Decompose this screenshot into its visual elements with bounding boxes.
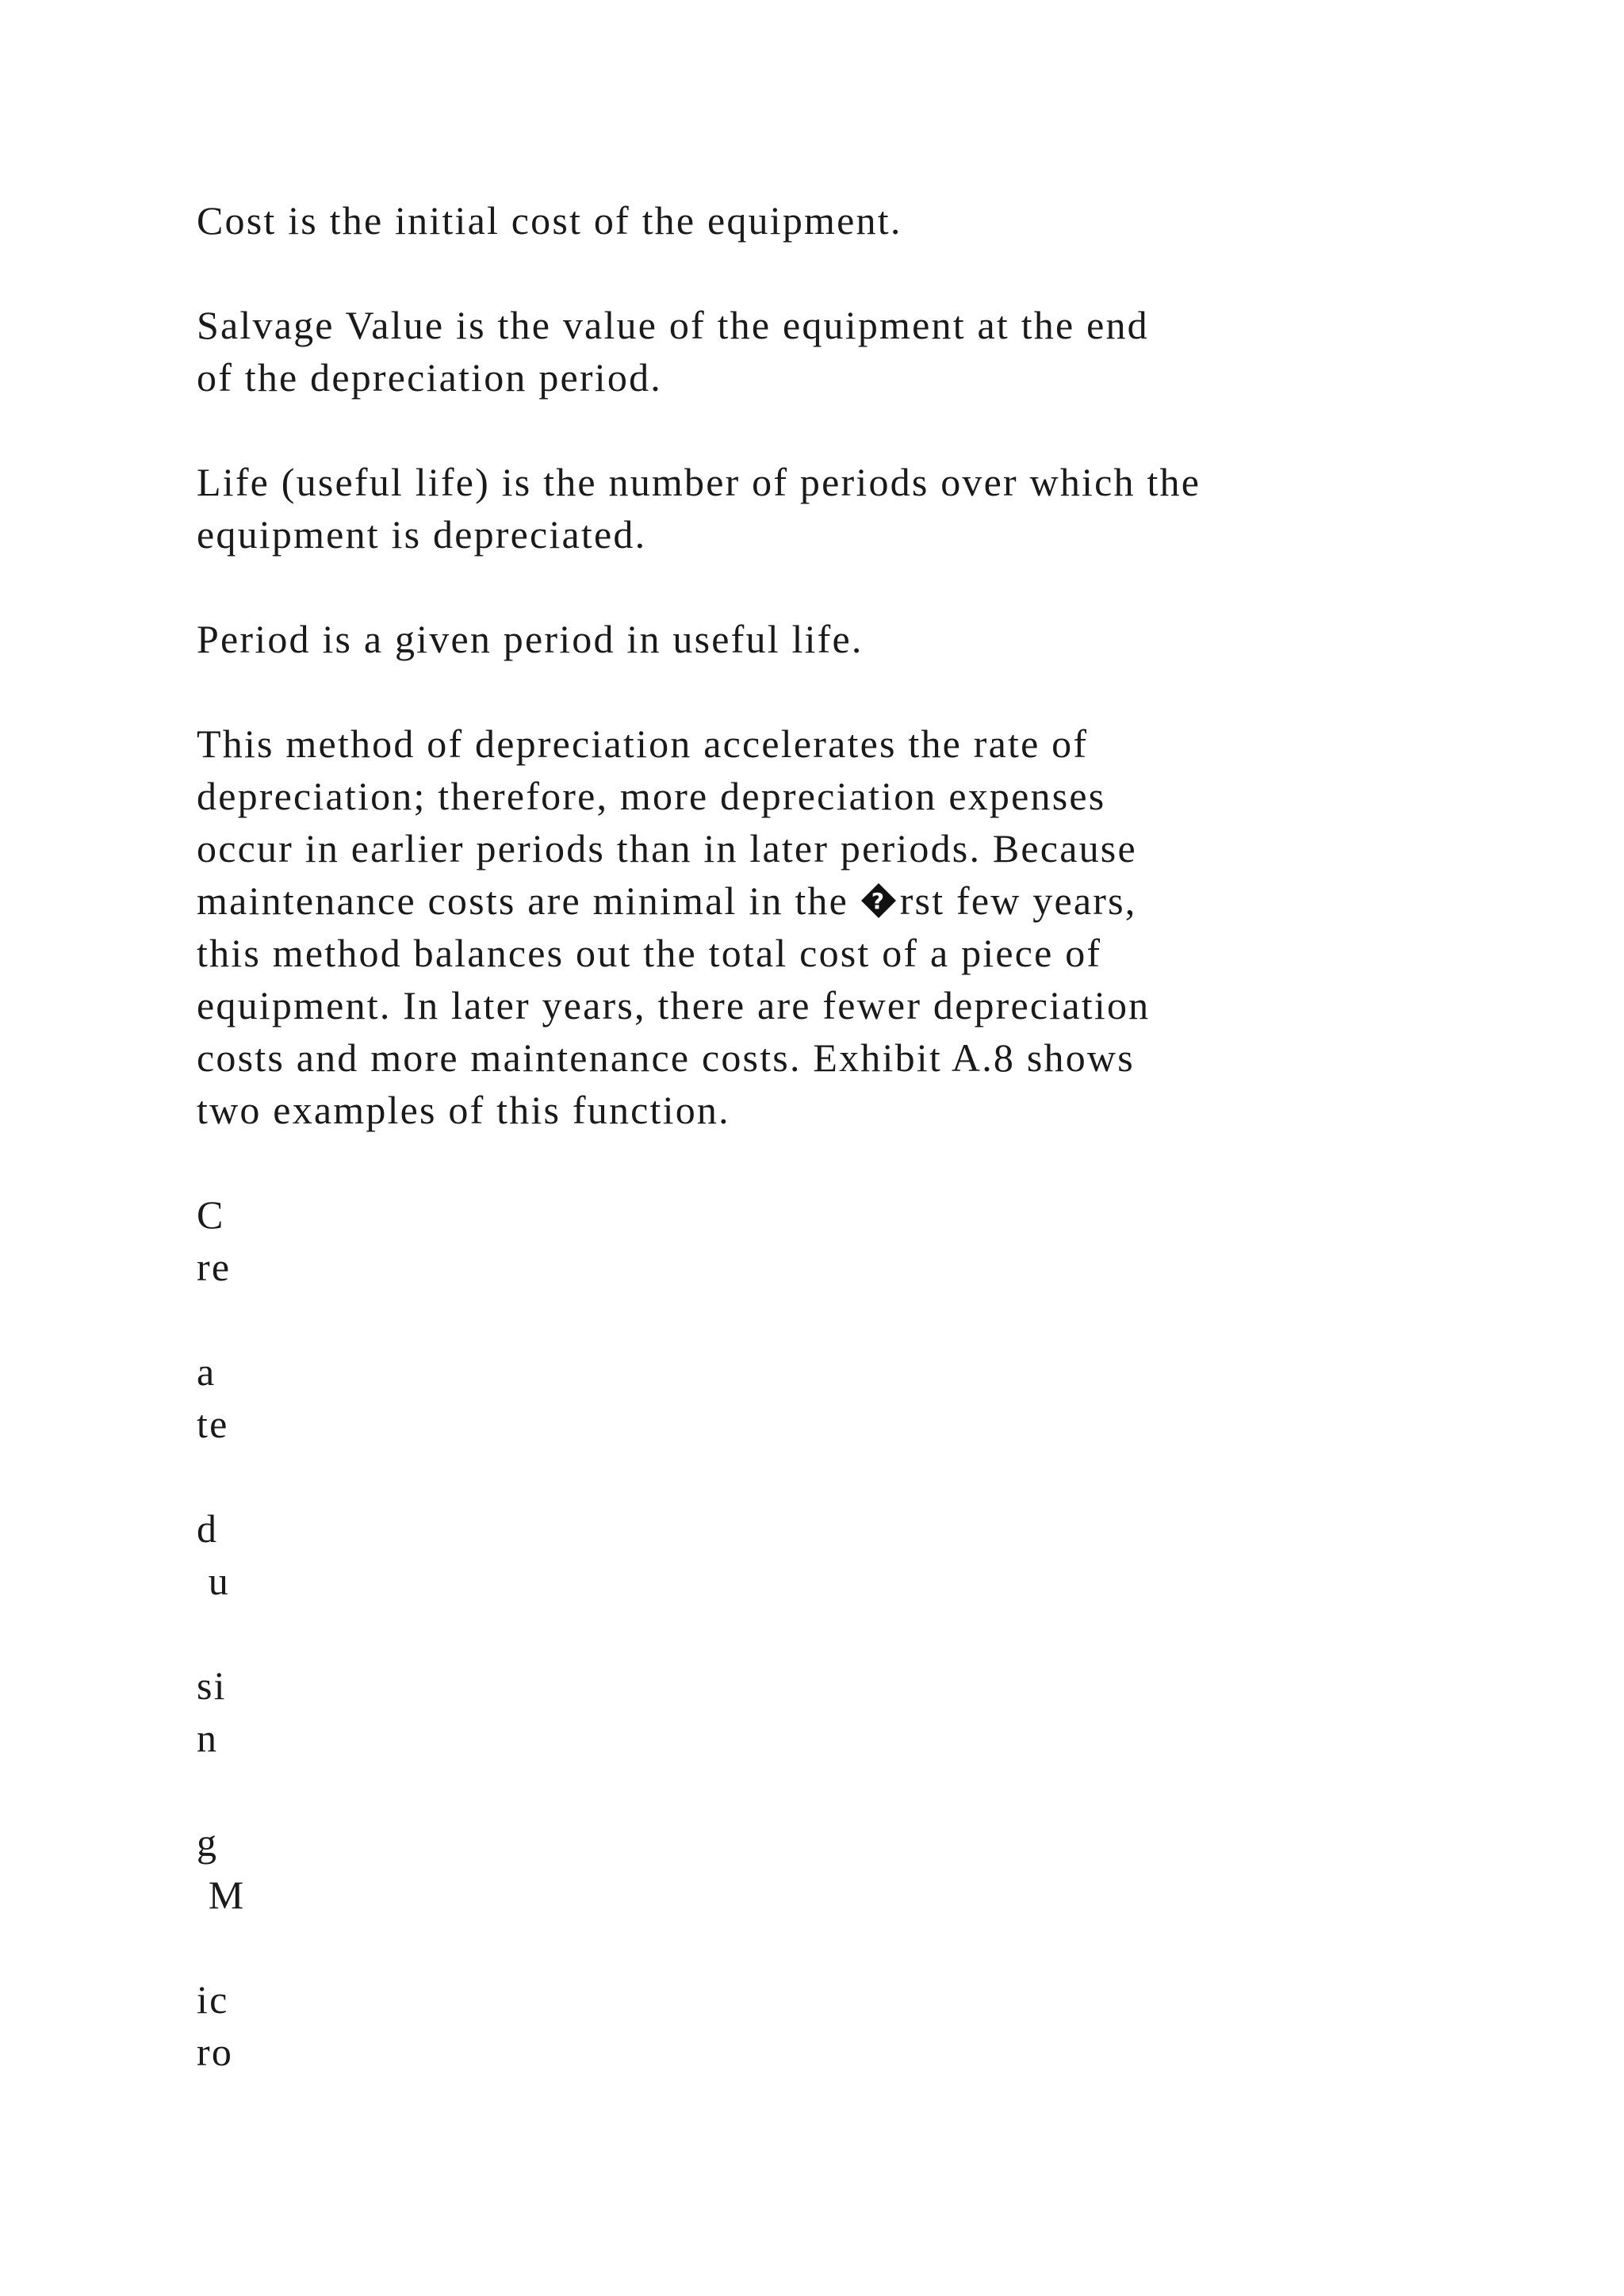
paragraph-life [197,456,1545,561]
text-line: equipment is depreciated. [197,512,647,557]
text-line: Salvage Value is the value of the equipment at the end [197,303,1149,347]
text-line: si [197,1663,227,1708]
fragment-paragraph [197,1816,1545,1921]
text-line: te [197,1402,229,1446]
text-line: C [197,1192,225,1237]
svg-text:?: ? [871,888,886,914]
text-line: This method of depreciation accelerates the rate of [197,721,1089,766]
text-line: depreciation; therefore, more depreciation expenses [197,774,1106,818]
text-segment: rst few years, [899,878,1137,923]
replacement-character-icon [860,882,897,919]
text-line: two examples of this function. [197,1088,730,1132]
text-line: re [197,1245,232,1289]
paragraph-method [197,718,1545,1136]
text-line: equipment. In later years, there are fewer depreciation [197,983,1151,1027]
text-segment: maintenance costs are minimal in the [197,878,860,923]
paragraph-salvage-value [197,299,1545,404]
document-body [197,194,1545,2130]
fragment-paragraph [197,1502,1545,1607]
text-line: costs and more maintenance costs. Exhibit A.8 shows [197,1035,1135,1080]
text-line: n [197,1716,219,1760]
text-line: this method balances out the total cost of a piece of [197,931,1102,975]
text-line: u [197,1559,230,1603]
text-line: g [197,1820,219,1865]
text-line: Period is a given period in useful life. [197,617,864,661]
paragraph-period [197,613,1545,665]
fragment-paragraph [197,1973,1545,2078]
text-line: Cost is the initial cost of the equipment. [197,198,902,243]
text-line: ro [197,2030,234,2074]
text-line: Life (useful life) is the number of periods over which the [197,460,1201,504]
fragment-paragraph [197,1659,1545,1764]
text-line: d [197,1506,219,1551]
text-line-with-glyph [197,874,1545,927]
text-line: M [197,1873,246,1917]
fragment-paragraph [197,1188,1545,1293]
text-line: occur in earlier periods than in later periods. Because [197,826,1137,871]
paragraph-cost [197,194,1545,247]
fragment-paragraph [197,1345,1545,1450]
text-line: ic [197,1977,229,2022]
text-line: a [197,1349,216,1394]
text-line: of the depreciation period. [197,355,662,400]
